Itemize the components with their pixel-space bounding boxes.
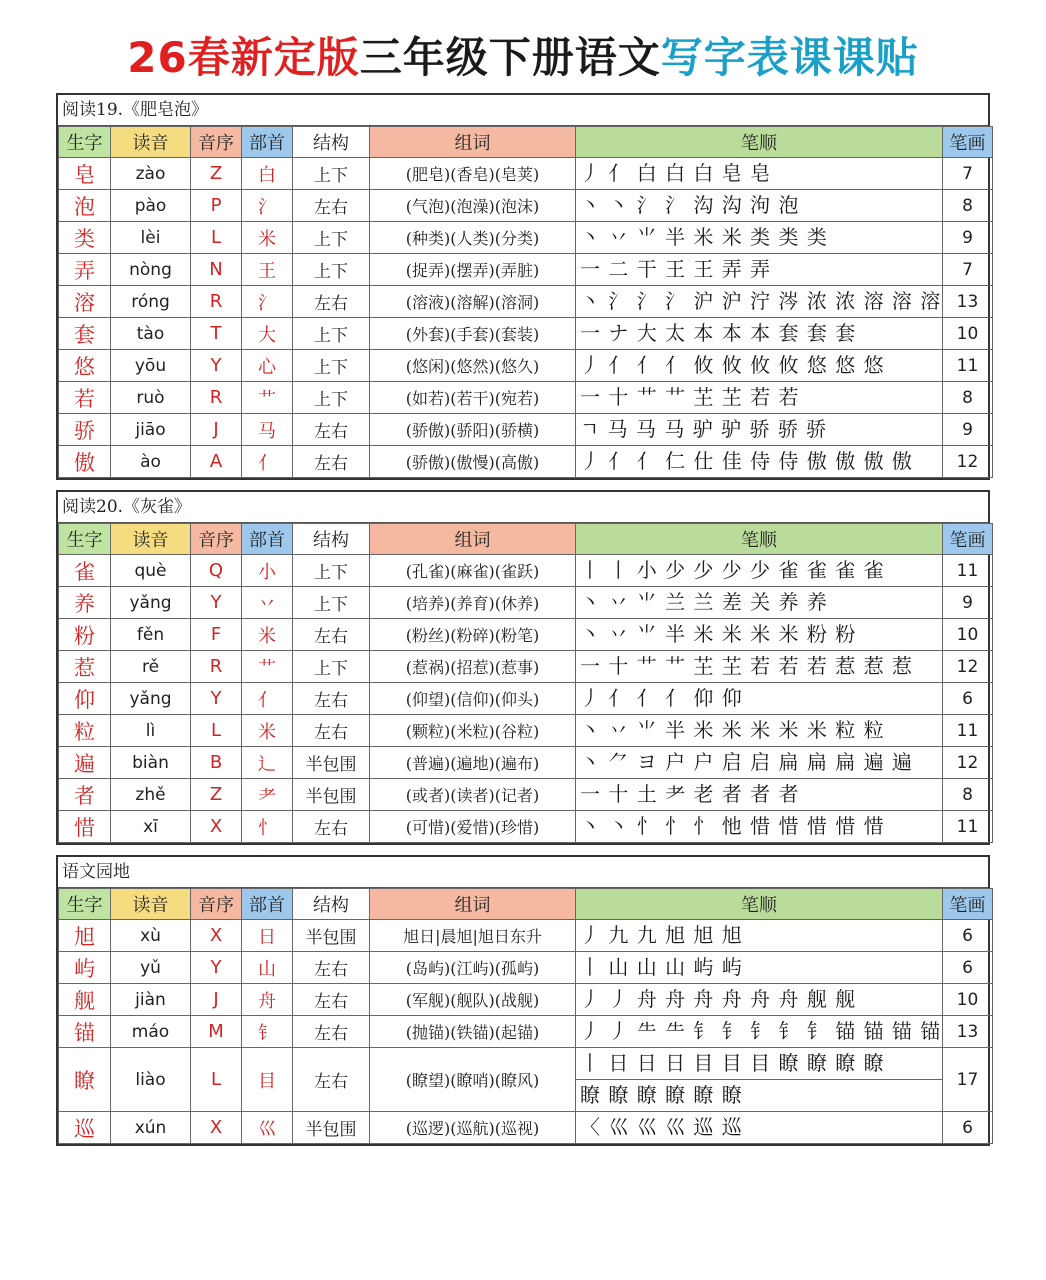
table-row bbox=[59, 683, 993, 715]
title-part-3: 写字表课课贴 bbox=[660, 33, 919, 82]
cell-count: 13 bbox=[943, 286, 993, 318]
cell-count: 12 bbox=[943, 446, 993, 478]
cell-char: 粉 bbox=[59, 619, 111, 651]
cell-pinyin: xù bbox=[111, 920, 191, 952]
stroke-order-line: 丶 氵 氵 氵 沪 沪 泞 涔 浓 浓 溶 溶 溶 bbox=[580, 289, 942, 313]
table-row bbox=[59, 952, 993, 984]
header-radical: 部首 bbox=[242, 127, 293, 158]
cell-radical: 大 bbox=[242, 318, 293, 350]
header-seq: 音序 bbox=[191, 127, 242, 158]
cell-radical: 氵 bbox=[242, 190, 293, 222]
cell-seq: Y bbox=[191, 952, 242, 984]
table-row bbox=[59, 811, 993, 843]
cell-structure: 半包围 bbox=[293, 747, 370, 779]
cell-count: 11 bbox=[943, 555, 993, 587]
table-row bbox=[59, 286, 993, 318]
table-row bbox=[59, 190, 993, 222]
stroke-order-line: 一 十 土 耂 老 者 者 者 bbox=[580, 782, 800, 806]
cell-count: 6 bbox=[943, 920, 993, 952]
cell-strokes bbox=[576, 222, 943, 254]
header-strokes: 笔顺 bbox=[576, 127, 943, 158]
table-row bbox=[59, 747, 993, 779]
header-words: 组词 bbox=[370, 524, 576, 555]
cell-structure: 左右 bbox=[293, 1016, 370, 1048]
header-row bbox=[59, 127, 993, 158]
cell-char: 屿 bbox=[59, 952, 111, 984]
cell-char: 皂 bbox=[59, 158, 111, 190]
section-title: 阅读20.《灰雀》 bbox=[58, 492, 988, 523]
cell-radical: 米 bbox=[242, 619, 293, 651]
cell-count: 10 bbox=[943, 318, 993, 350]
cell-structure: 左右 bbox=[293, 446, 370, 478]
header-structure: 结构 bbox=[293, 889, 370, 920]
cell-count: 7 bbox=[943, 254, 993, 286]
cell-pinyin: yōu bbox=[111, 350, 191, 382]
cell-words: (骄傲)(傲慢)(高傲) bbox=[370, 446, 576, 478]
cell-seq: R bbox=[191, 382, 242, 414]
cell-pinyin: fěn bbox=[111, 619, 191, 651]
cell-words: (粉丝)(粉碎)(粉笔) bbox=[370, 619, 576, 651]
header-radical: 部首 bbox=[242, 889, 293, 920]
cell-strokes bbox=[576, 715, 943, 747]
cell-strokes bbox=[576, 779, 943, 811]
stroke-order-line: 〈 巛 巛 巛 巡 巡 bbox=[580, 1115, 743, 1139]
cell-char: 遍 bbox=[59, 747, 111, 779]
cell-strokes bbox=[576, 1112, 943, 1144]
cell-pinyin: pào bbox=[111, 190, 191, 222]
table-row bbox=[59, 920, 993, 952]
cell-strokes bbox=[576, 414, 943, 446]
cell-char: 傲 bbox=[59, 446, 111, 478]
cell-strokes bbox=[576, 286, 943, 318]
cell-words: (惹祸)(招惹)(惹事) bbox=[370, 651, 576, 683]
cell-count: 9 bbox=[943, 222, 993, 254]
cell-pinyin: yǔ bbox=[111, 952, 191, 984]
cell-pinyin: zhě bbox=[111, 779, 191, 811]
cell-radical: 巛 bbox=[242, 1112, 293, 1144]
cell-strokes bbox=[576, 1048, 943, 1112]
cell-char: 粒 bbox=[59, 715, 111, 747]
header-seq: 音序 bbox=[191, 524, 242, 555]
stroke-order-line: 一 二 干 王 王 弄 弄 bbox=[580, 257, 772, 281]
cell-strokes bbox=[576, 350, 943, 382]
header-pinyin: 读音 bbox=[111, 889, 191, 920]
cell-count: 8 bbox=[943, 382, 993, 414]
stroke-order-line: 丶 丷 ⺌ 半 米 米 类 类 类 bbox=[580, 225, 828, 249]
cell-seq: X bbox=[191, 920, 242, 952]
cell-strokes bbox=[576, 811, 943, 843]
table-row bbox=[59, 1112, 993, 1144]
header-strokes: 笔顺 bbox=[576, 889, 943, 920]
cell-pinyin: róng bbox=[111, 286, 191, 318]
cell-seq: L bbox=[191, 222, 242, 254]
character-table bbox=[58, 126, 993, 478]
cell-seq: J bbox=[191, 414, 242, 446]
header-char: 生字 bbox=[59, 524, 111, 555]
cell-strokes bbox=[576, 651, 943, 683]
cell-count: 17 bbox=[943, 1048, 993, 1112]
stroke-order-line: 一 十 艹 艹 芏 芏 若 若 若 惹 惹 惹 bbox=[580, 654, 913, 678]
cell-count: 6 bbox=[943, 1112, 993, 1144]
cell-structure: 上下 bbox=[293, 158, 370, 190]
header-count: 笔画 bbox=[943, 127, 993, 158]
cell-words: (如若)(若干)(宛若) bbox=[370, 382, 576, 414]
table-row bbox=[59, 984, 993, 1016]
cell-count: 8 bbox=[943, 779, 993, 811]
cell-words: (肥皂)(香皂)(皂荚) bbox=[370, 158, 576, 190]
cell-pinyin: nòng bbox=[111, 254, 191, 286]
cell-radical: 氵 bbox=[242, 286, 293, 318]
cell-strokes bbox=[576, 190, 943, 222]
cell-seq: Z bbox=[191, 158, 242, 190]
stroke-order-line: 丨 丨 小 少 少 少 少 雀 雀 雀 雀 bbox=[580, 558, 885, 582]
cell-words: (岛屿)(江屿)(孤屿) bbox=[370, 952, 576, 984]
cell-char: 若 bbox=[59, 382, 111, 414]
cell-strokes bbox=[576, 984, 943, 1016]
cell-radical: 山 bbox=[242, 952, 293, 984]
cell-radical: 亻 bbox=[242, 683, 293, 715]
cell-seq: Z bbox=[191, 779, 242, 811]
cell-seq: T bbox=[191, 318, 242, 350]
table-row bbox=[59, 1016, 993, 1048]
cell-char: 锚 bbox=[59, 1016, 111, 1048]
cell-strokes bbox=[576, 446, 943, 478]
table-row bbox=[59, 1048, 993, 1112]
cell-count: 10 bbox=[943, 619, 993, 651]
stroke-order-line: 丿 亻 白 白 白 皂 皂 bbox=[580, 161, 772, 185]
cell-words: (悠闲)(悠然)(悠久) bbox=[370, 350, 576, 382]
cell-char: 骄 bbox=[59, 414, 111, 446]
table-row bbox=[59, 779, 993, 811]
character-table bbox=[58, 888, 993, 1144]
cell-char: 悠 bbox=[59, 350, 111, 382]
cell-pinyin: zào bbox=[111, 158, 191, 190]
stroke-order-line: 丨 山 山 山 屿 屿 bbox=[580, 955, 743, 979]
cell-char: 瞭 bbox=[59, 1048, 111, 1112]
cell-radical: 舟 bbox=[242, 984, 293, 1016]
cell-structure: 上下 bbox=[293, 318, 370, 350]
cell-structure: 左右 bbox=[293, 984, 370, 1016]
cell-structure: 左右 bbox=[293, 952, 370, 984]
cell-seq: F bbox=[191, 619, 242, 651]
header-words: 组词 bbox=[370, 127, 576, 158]
stroke-order-line: 一 十 艹 艹 芏 芏 若 若 bbox=[580, 385, 800, 409]
cell-pinyin: lì bbox=[111, 715, 191, 747]
cell-seq: J bbox=[191, 984, 242, 1016]
cell-radical: 亻 bbox=[242, 446, 293, 478]
cell-structure: 上下 bbox=[293, 555, 370, 587]
cell-strokes bbox=[576, 1016, 943, 1048]
cell-structure: 左右 bbox=[293, 414, 370, 446]
cell-seq: Y bbox=[191, 683, 242, 715]
cell-char: 仰 bbox=[59, 683, 111, 715]
cell-structure: 左右 bbox=[293, 619, 370, 651]
cell-structure: 左右 bbox=[293, 190, 370, 222]
cell-seq: L bbox=[191, 715, 242, 747]
table-row bbox=[59, 222, 993, 254]
cell-radical: 耂 bbox=[242, 779, 293, 811]
cell-char: 惹 bbox=[59, 651, 111, 683]
cell-radical: 日 bbox=[242, 920, 293, 952]
cell-count: 12 bbox=[943, 747, 993, 779]
cell-seq: M bbox=[191, 1016, 242, 1048]
cell-char: 弄 bbox=[59, 254, 111, 286]
table-row bbox=[59, 651, 993, 683]
cell-words: (颗粒)(米粒)(谷粒) bbox=[370, 715, 576, 747]
cell-radical: 王 bbox=[242, 254, 293, 286]
cell-char: 者 bbox=[59, 779, 111, 811]
cell-char: 旭 bbox=[59, 920, 111, 952]
cell-count: 8 bbox=[943, 190, 993, 222]
cell-pinyin: yǎng bbox=[111, 683, 191, 715]
cell-strokes bbox=[576, 952, 943, 984]
cell-seq: R bbox=[191, 286, 242, 318]
cell-words: (孔雀)(麻雀)(雀跃) bbox=[370, 555, 576, 587]
cell-count: 13 bbox=[943, 1016, 993, 1048]
stroke-order-line: 丶 丷 ⺌ 半 米 米 米 米 米 粒 粒 bbox=[580, 718, 885, 742]
cell-seq: X bbox=[191, 1112, 242, 1144]
cell-strokes bbox=[576, 555, 943, 587]
table-row bbox=[59, 318, 993, 350]
cell-structure: 左右 bbox=[293, 811, 370, 843]
cell-char: 类 bbox=[59, 222, 111, 254]
header-words: 组词 bbox=[370, 889, 576, 920]
header-row bbox=[59, 524, 993, 555]
cell-words: (骄傲)(骄阳)(骄横) bbox=[370, 414, 576, 446]
cell-words: 旭日|晨旭|旭日东升 bbox=[370, 920, 576, 952]
cell-structure: 上下 bbox=[293, 254, 370, 286]
section-lesson-19 bbox=[56, 93, 990, 480]
stroke-order-line: 丿 亻 亻 仁 仕 佳 侍 侍 傲 傲 傲 傲 bbox=[580, 449, 913, 473]
cell-char: 泡 bbox=[59, 190, 111, 222]
section-chinese-garden bbox=[56, 855, 990, 1146]
header-row bbox=[59, 889, 993, 920]
cell-words: (或者)(读者)(记者) bbox=[370, 779, 576, 811]
cell-char: 养 bbox=[59, 587, 111, 619]
table-row bbox=[59, 158, 993, 190]
header-structure: 结构 bbox=[293, 524, 370, 555]
cell-structure: 左右 bbox=[293, 286, 370, 318]
cell-strokes bbox=[576, 382, 943, 414]
cell-seq: X bbox=[191, 811, 242, 843]
cell-pinyin: xún bbox=[111, 1112, 191, 1144]
stroke-order-line: 一 ナ 大 太 本 本 本 套 套 套 bbox=[580, 321, 857, 345]
stroke-order-line: 丶 ⺈ ヨ 户 户 启 启 扁 扁 扁 遍 遍 bbox=[580, 750, 913, 774]
header-char: 生字 bbox=[59, 127, 111, 158]
cell-words: (溶液)(溶解)(溶洞) bbox=[370, 286, 576, 318]
cell-words: (种类)(人类)(分类) bbox=[370, 222, 576, 254]
cell-pinyin: máo bbox=[111, 1016, 191, 1048]
cell-seq: Q bbox=[191, 555, 242, 587]
table-row bbox=[59, 587, 993, 619]
cell-count: 11 bbox=[943, 715, 993, 747]
cell-radical: 米 bbox=[242, 715, 293, 747]
cell-strokes bbox=[576, 920, 943, 952]
cell-pinyin: lèi bbox=[111, 222, 191, 254]
cell-pinyin: ruò bbox=[111, 382, 191, 414]
stroke-order-line: 丶 丶 忄 忄 忄 忚 惜 惜 惜 惜 惜 bbox=[580, 814, 885, 838]
cell-seq: B bbox=[191, 747, 242, 779]
cell-count: 6 bbox=[943, 683, 993, 715]
cell-count: 6 bbox=[943, 952, 993, 984]
table-row bbox=[59, 414, 993, 446]
cell-radical: 辶 bbox=[242, 747, 293, 779]
cell-seq: N bbox=[191, 254, 242, 286]
cell-structure: 上下 bbox=[293, 651, 370, 683]
cell-pinyin: rě bbox=[111, 651, 191, 683]
cell-count: 7 bbox=[943, 158, 993, 190]
cell-radical: 米 bbox=[242, 222, 293, 254]
cell-seq: L bbox=[191, 1048, 242, 1112]
cell-words: (抛锚)(铁锚)(起锚) bbox=[370, 1016, 576, 1048]
cell-seq: P bbox=[191, 190, 242, 222]
cell-words: (军舰)(舰队)(战舰) bbox=[370, 984, 576, 1016]
cell-pinyin: què bbox=[111, 555, 191, 587]
cell-words: (普遍)(遍地)(遍布) bbox=[370, 747, 576, 779]
title-part-1: 26春新定版 bbox=[127, 33, 360, 82]
cell-radical: 马 bbox=[242, 414, 293, 446]
cell-structure: 左右 bbox=[293, 715, 370, 747]
table-row bbox=[59, 619, 993, 651]
cell-char: 雀 bbox=[59, 555, 111, 587]
cell-strokes bbox=[576, 747, 943, 779]
cell-pinyin: ào bbox=[111, 446, 191, 478]
stroke-order-line: 丨 日 日 日 目 目 目 瞭 瞭 瞭 瞭 bbox=[580, 1051, 885, 1075]
stroke-order-line: 丿 丿 ⺧ ⺧ 钅 钅 钅 钅 钅 锚 锚 锚 锚 bbox=[580, 1019, 942, 1043]
cell-radical: 忄 bbox=[242, 811, 293, 843]
cell-words: (仰望)(信仰)(仰头) bbox=[370, 683, 576, 715]
cell-structure: 上下 bbox=[293, 587, 370, 619]
cell-seq: A bbox=[191, 446, 242, 478]
cell-strokes bbox=[576, 158, 943, 190]
table-row bbox=[59, 555, 993, 587]
cell-seq: Y bbox=[191, 350, 242, 382]
cell-char: 舰 bbox=[59, 984, 111, 1016]
cell-pinyin: yǎng bbox=[111, 587, 191, 619]
cell-strokes bbox=[576, 683, 943, 715]
stroke-order-line: 丿 亻 亻 亻 攸 攸 攸 攸 悠 悠 悠 bbox=[580, 353, 885, 377]
cell-radical: 艹 bbox=[242, 651, 293, 683]
table-row bbox=[59, 254, 993, 286]
section-title: 语文园地 bbox=[58, 857, 988, 888]
cell-pinyin: liào bbox=[111, 1048, 191, 1112]
cell-words: (瞭望)(瞭哨)(瞭风) bbox=[370, 1048, 576, 1112]
cell-radical: 目 bbox=[242, 1048, 293, 1112]
table-row bbox=[59, 715, 993, 747]
header-count: 笔画 bbox=[943, 889, 993, 920]
section-lesson-20 bbox=[56, 490, 990, 845]
cell-words: (可惜)(爱惜)(珍惜) bbox=[370, 811, 576, 843]
cell-pinyin: tào bbox=[111, 318, 191, 350]
cell-pinyin: jiàn bbox=[111, 984, 191, 1016]
cell-char: 惜 bbox=[59, 811, 111, 843]
cell-strokes bbox=[576, 619, 943, 651]
cell-structure: 上下 bbox=[293, 382, 370, 414]
section-title: 阅读19.《肥皂泡》 bbox=[58, 95, 988, 126]
cell-count: 10 bbox=[943, 984, 993, 1016]
cell-strokes bbox=[576, 254, 943, 286]
cell-structure: 上下 bbox=[293, 350, 370, 382]
cell-structure: 左右 bbox=[293, 1048, 370, 1112]
page-title bbox=[0, 26, 1046, 90]
table-row bbox=[59, 446, 993, 478]
title-part-2: 三年级下册语文 bbox=[359, 33, 661, 82]
header-count: 笔画 bbox=[943, 524, 993, 555]
cell-radical: 艹 bbox=[242, 382, 293, 414]
cell-pinyin: biàn bbox=[111, 747, 191, 779]
cell-radical: 丷 bbox=[242, 587, 293, 619]
cell-count: 11 bbox=[943, 350, 993, 382]
stroke-order-line: ㄱ 马 马 马 驴 驴 骄 骄 骄 bbox=[580, 417, 828, 441]
cell-structure: 半包围 bbox=[293, 920, 370, 952]
cell-pinyin: jiāo bbox=[111, 414, 191, 446]
character-table bbox=[58, 523, 993, 843]
header-structure: 结构 bbox=[293, 127, 370, 158]
cell-structure: 左右 bbox=[293, 683, 370, 715]
cell-strokes bbox=[576, 318, 943, 350]
cell-seq: R bbox=[191, 651, 242, 683]
cell-count: 9 bbox=[943, 414, 993, 446]
cell-radical: 钅 bbox=[242, 1016, 293, 1048]
header-seq: 音序 bbox=[191, 889, 242, 920]
cell-words: (外套)(手套)(套装) bbox=[370, 318, 576, 350]
cell-count: 11 bbox=[943, 811, 993, 843]
cell-structure: 半包围 bbox=[293, 1112, 370, 1144]
header-pinyin: 读音 bbox=[111, 127, 191, 158]
header-char: 生字 bbox=[59, 889, 111, 920]
cell-char: 溶 bbox=[59, 286, 111, 318]
cell-words: (气泡)(泡澡)(泡沫) bbox=[370, 190, 576, 222]
stroke-order-line: 丶 丶 氵 氵 沟 沟 泃 泡 bbox=[580, 193, 800, 217]
cell-words: (捉弄)(摆弄)(弄脏) bbox=[370, 254, 576, 286]
stroke-order-line: 丿 丿 舟 舟 舟 舟 舟 舟 舰 舰 bbox=[580, 987, 857, 1011]
stroke-order-line: 瞭 瞭 瞭 瞭 瞭 瞭 bbox=[576, 1079, 942, 1111]
cell-pinyin: xī bbox=[111, 811, 191, 843]
cell-char: 套 bbox=[59, 318, 111, 350]
cell-radical: 小 bbox=[242, 555, 293, 587]
header-radical: 部首 bbox=[242, 524, 293, 555]
stroke-order-line: 丿 亻 亻 亻 仰 仰 bbox=[580, 686, 743, 710]
cell-radical: 心 bbox=[242, 350, 293, 382]
cell-radical: 白 bbox=[242, 158, 293, 190]
cell-seq: Y bbox=[191, 587, 242, 619]
stroke-order-line: 丶 丷 ⺌ 半 米 米 米 米 粉 粉 bbox=[580, 622, 857, 646]
stroke-order-line: 丶 丷 ⺌ 兰 兰 差 关 养 养 bbox=[580, 590, 828, 614]
cell-words: (巡逻)(巡航)(巡视) bbox=[370, 1112, 576, 1144]
table-row bbox=[59, 350, 993, 382]
header-pinyin: 读音 bbox=[111, 524, 191, 555]
table-row bbox=[59, 382, 993, 414]
cell-strokes bbox=[576, 587, 943, 619]
cell-count: 12 bbox=[943, 651, 993, 683]
header-strokes: 笔顺 bbox=[576, 524, 943, 555]
cell-words: (培养)(养育)(休养) bbox=[370, 587, 576, 619]
stroke-order-line: 丿 九 九 旭 旭 旭 bbox=[580, 923, 743, 947]
cell-structure: 半包围 bbox=[293, 779, 370, 811]
cell-count: 9 bbox=[943, 587, 993, 619]
cell-char: 巡 bbox=[59, 1112, 111, 1144]
cell-structure: 上下 bbox=[293, 222, 370, 254]
